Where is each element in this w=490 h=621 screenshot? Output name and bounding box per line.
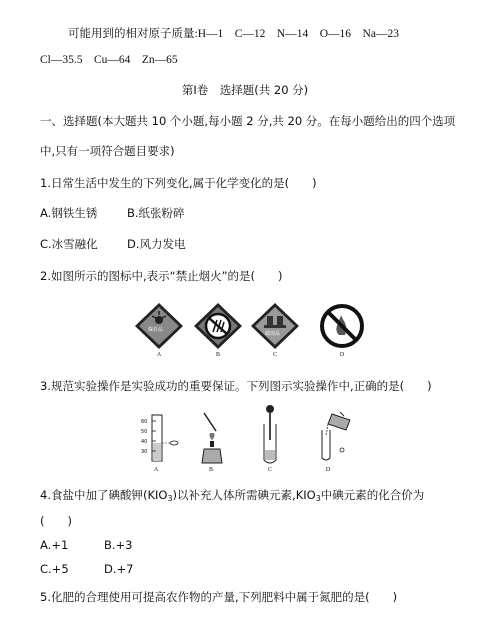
q2-label-c: C	[272, 352, 277, 358]
dropper-test-tube-figure	[258, 404, 282, 466]
scale-60: 60	[141, 419, 148, 425]
q1-option-d: D.风力发电	[127, 237, 186, 251]
q4-option-d: D.+7	[104, 562, 134, 576]
q4-stem	[40, 487, 424, 507]
q2-label-b: B	[215, 352, 220, 358]
explosive-icon-text: 爆炸品	[148, 327, 164, 333]
section-title: 第Ⅰ卷 选择题(共 20 分)	[181, 83, 309, 97]
q3-label-d: D	[325, 467, 331, 473]
q4-blank: ( )	[40, 514, 72, 528]
q1-option-c: C.冰雪融化	[40, 237, 98, 251]
q3-label-b: B	[208, 467, 213, 473]
pouring-liquid-figure	[312, 410, 356, 464]
q3-label-a: A	[153, 467, 159, 473]
atomic-masses-line-1: 可能用到的相对原子质量:H—1 C—12 N—14 O—16 Na—23	[68, 28, 399, 40]
q2-stem: 2.如图所示的图标中,表示“禁止烟火”的是( )	[40, 269, 283, 283]
q4-stem-mid: )以补充人体所需碘元素,KIO	[172, 488, 316, 502]
cylinder-scale	[141, 417, 147, 457]
alcohol-lamp-figure	[196, 411, 228, 465]
q4-stem-before: 4.食盐中加了碘酸钾(KIO	[40, 488, 168, 502]
q2-label-a: A	[156, 352, 162, 358]
scale-30: 30	[141, 449, 148, 455]
scale-40: 40	[141, 439, 148, 445]
q4-subscript-2: 3	[315, 494, 321, 503]
q4-option-c: C.+5	[40, 562, 69, 576]
scale-50: 50	[141, 429, 148, 435]
no-open-flame-icon	[319, 303, 365, 349]
q4-stem-after: 中碘元素的化合价为	[320, 488, 425, 502]
q5-stem: 5.化肥的合理使用可提高农作物的产量,下列肥料中属于氮肥的是( )	[40, 590, 398, 604]
q1-option-a: A.钢铁生锈	[40, 206, 98, 220]
q4-option-b: B.+3	[104, 538, 133, 552]
corrosive-hazard-icon	[250, 302, 300, 350]
corrosive-icon-text: 腐蚀品	[265, 331, 281, 337]
q2-label-d: D	[339, 352, 345, 358]
q4-option-a: A.+1	[40, 538, 69, 552]
q1-stem: 1.日常生活中发生的下列变化,属于化学变化的是( )	[40, 176, 317, 190]
q1-option-b: B.纸张粉碎	[127, 206, 185, 220]
instructions-line-2: 中,只有一项符合题目要求)	[40, 144, 175, 158]
q4-subscript-1: 3	[167, 494, 173, 503]
instructions-line-1: 一、选择题(本大题共 10 个小题,每小题 2 分,共 20 分。在每小题给出的四个选项	[40, 114, 456, 128]
q3-label-c: C	[267, 467, 272, 473]
no-fireworks-icon	[193, 302, 243, 350]
q3-stem: 3.规范实验操作是实验成功的重要保证。下列图示实验操作中,正确的是( )	[40, 379, 432, 393]
atomic-masses-line-2: Cl—35.5 Cu—64 Zn—65	[40, 54, 178, 66]
